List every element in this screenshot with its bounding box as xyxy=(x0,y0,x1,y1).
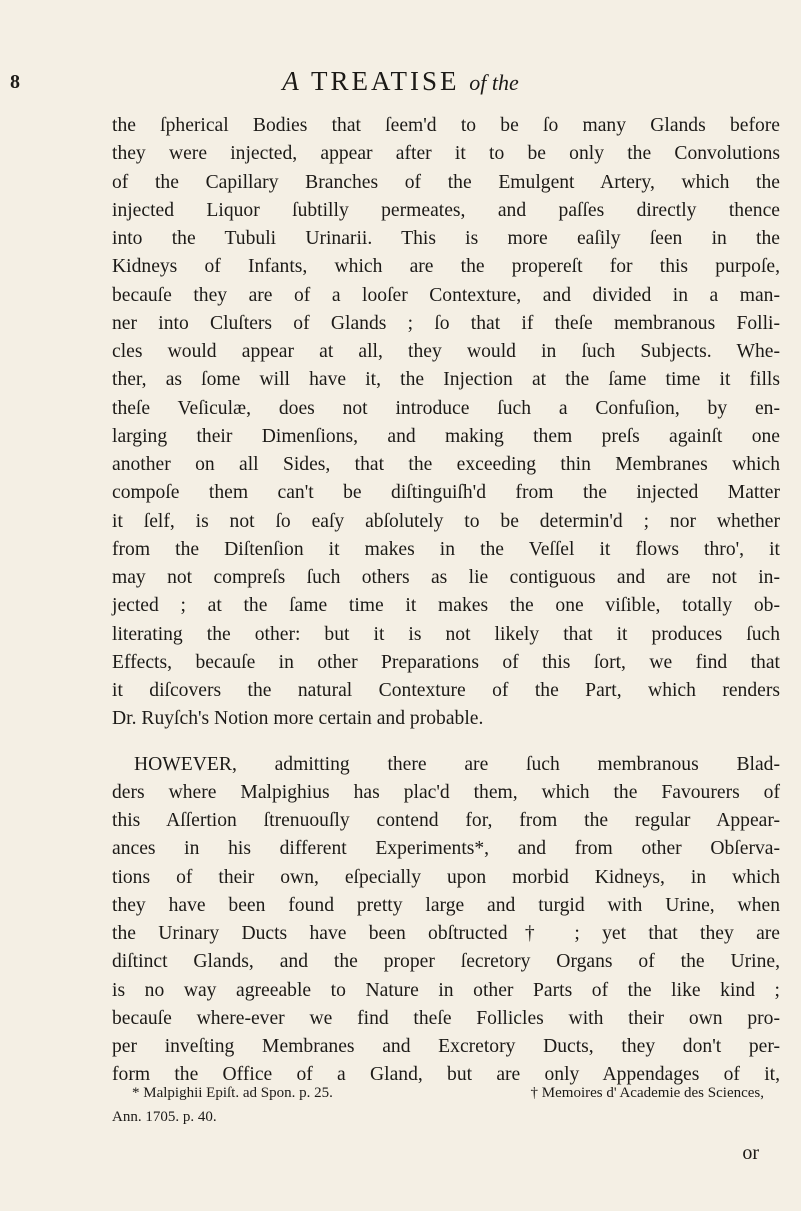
text-line: the Urinary Ducts have been obſtructed† ; yet that they are xyxy=(112,923,780,944)
text-line: cles would appear at all, they would in ſuch Subjects. Whe- xyxy=(112,341,780,362)
page-number: 8 xyxy=(10,71,20,93)
running-head-title: TREATISE xyxy=(311,66,460,96)
footnote-memoires: † Memoires d' Academie des Sciences, xyxy=(530,1085,764,1101)
text-line: this Aſſertion ſtrenuouſly contend for, from the regular Appear- xyxy=(112,810,780,831)
text-line: another on all Sides, that the exceeding thin Membranes which xyxy=(112,454,780,475)
text-line: Kidneys of Infants, which are the propereſt for this purpoſe, xyxy=(112,256,780,278)
footnote-memoires-continued: Ann. 1705. p. 40. xyxy=(112,1109,217,1125)
footnotes xyxy=(112,1081,780,1129)
paragraph-gap xyxy=(112,734,780,751)
text-line: compoſe them can't be diſtinguiſh'd from the injected Matter xyxy=(112,482,780,504)
text-line: they were injected, appear after it to be only the Convolutions xyxy=(112,143,780,165)
text-line: ders where Malpighius has plac'd them, which the Favourers of xyxy=(112,781,780,803)
footnote-malpighii: * Malpighii Epiſt. ad Spon. p. 25. xyxy=(132,1085,333,1101)
text-line: they have been found pretty large and turgid with Urine, when xyxy=(112,894,780,916)
text-line: form the Office of a Gland, but are only Appendages of it, xyxy=(112,1064,780,1086)
text-line: ther, as ſome will have it, the Injection at the ſame time it fills xyxy=(112,369,780,391)
running-head-suffix: of the xyxy=(469,70,519,95)
text-line: becauſe where-ever we find theſe Follicles with their own pro- xyxy=(112,1007,780,1029)
text-line: tions of their own, eſpecially upon morbid Kidneys, in which xyxy=(112,866,780,888)
text-line: literating the other: but it is not likely that it produces ſuch xyxy=(112,623,780,645)
text-line: it ſelf, is not ſo eaſy abſolutely to be determin'd ; nor whether xyxy=(112,510,780,532)
text-line: of the Capillary Branches of the Emulgent Artery, which the xyxy=(112,171,780,193)
body-text xyxy=(112,112,780,1090)
text-line: diſtinct Glands, and the proper ſecretory Organs of the Urine, xyxy=(112,951,780,973)
text-line: into the Tubuli Urinarii. This is more eaſily ſeen in the xyxy=(112,228,780,249)
text-line: per inveſting Membranes and Excretory Ducts, they don't per- xyxy=(112,1036,780,1057)
running-head-article: A xyxy=(282,66,302,96)
text-line: is no way agreeable to Nature in other Parts of the like kind ; xyxy=(112,979,780,1001)
running-head xyxy=(0,66,801,97)
text-line: injected Liquor ſubtilly permeates, and paſſes directly thence xyxy=(112,199,780,221)
text-line: ner into Cluſters of Glands ; ſo that if theſe membranous Folli- xyxy=(112,312,780,334)
text-line: jected ; at the ſame time it makes the one viſible, totally ob- xyxy=(112,595,780,617)
text-line: it diſcovers the natural Contexture of the Part, which renders xyxy=(112,680,780,701)
text-line: becauſe they are of a looſer Contexture, and divided in a man- xyxy=(112,284,780,306)
text-line: larging their Dimenſions, and making them preſs againſt one xyxy=(112,425,780,447)
text-line: may not compreſs ſuch others as lie contiguous and are not in- xyxy=(112,567,780,588)
text-line: HOWEVER, admitting there are ſuch membranous Blad- xyxy=(134,753,780,775)
text-line: ances in his different Experiments*, and from other Obſerva- xyxy=(112,838,780,860)
text-line: the ſpherical Bodies that ſeem'd to be ſo many Glands before xyxy=(112,115,780,136)
catchword: or xyxy=(742,1142,759,1164)
text-line: Effects, becauſe in other Preparations of this ſort, we find that xyxy=(112,651,780,673)
text-line: Dr. Ruyſch's Notion more certain and probable. xyxy=(112,708,484,730)
text-line: theſe Veſiculæ, does not introduce ſuch a Confuſion, by en- xyxy=(112,397,780,419)
text-line: from the Diſtenſion it makes in the Veſſel it flows thro', it xyxy=(112,538,780,560)
